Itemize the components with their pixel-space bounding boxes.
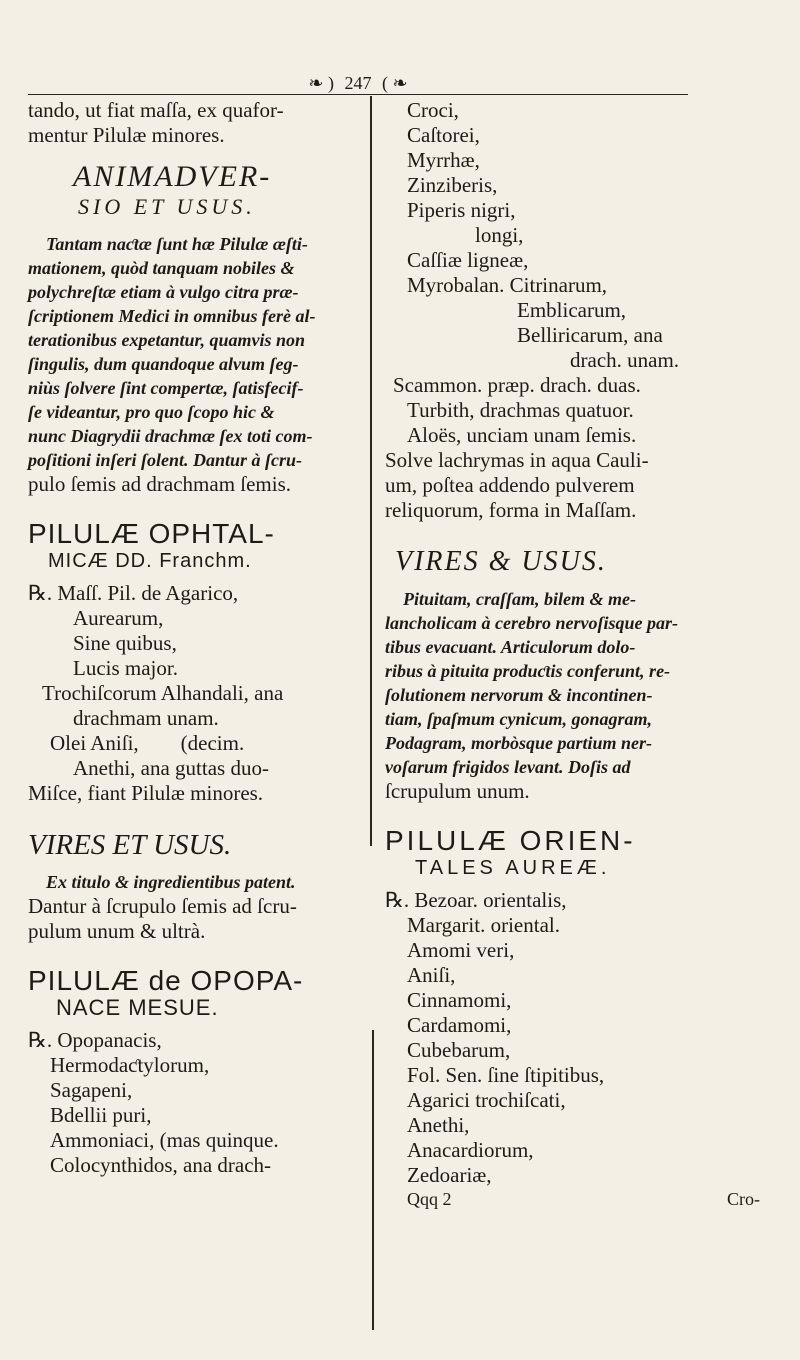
recipe-line: Fol. Sen. ſine ſtipitibus,: [407, 1063, 605, 1087]
text-line: terationibus expetantur, quamvis non: [28, 330, 306, 350]
recipe-line: ℞. Bezoar. orientalis,: [385, 888, 567, 912]
recipe-line: Cinnamomi,: [407, 988, 512, 1012]
catchword: Cro-: [727, 1189, 760, 1209]
recipe-line: Anethi,: [407, 1113, 470, 1137]
recipe-line: Emblicarum,: [517, 298, 627, 322]
section-heading: VIRES ET USUS.: [28, 829, 232, 861]
section-subheading: NACE MESUE.: [56, 995, 219, 1020]
text-line: ribus à pituita produƈtis conferunt, re-: [385, 661, 671, 681]
section-subheading: SIO ET USUS.: [78, 194, 256, 219]
text-line: reliquorum, forma in Maſſam.: [385, 498, 637, 522]
recipe-line: Cubebarum,: [407, 1038, 511, 1062]
recipe-line: Anacardiorum,: [407, 1138, 534, 1162]
recipe-line: longi,: [475, 223, 524, 247]
text-line: voſarum frigidos levant. Doſis ad: [385, 757, 631, 777]
recipe-line: Ammoniaci, (mas quinque.: [50, 1128, 279, 1152]
text-line: ſingulis, dum quandoque alvum ſeg-: [28, 354, 299, 374]
text-line: tando, ut fiat maſſa, ex quafor-: [28, 98, 284, 122]
text-line: um, poſtea addendo pulverem: [385, 473, 635, 497]
recipe-line: drach. unam.: [570, 348, 680, 372]
text-line: Solve lachrymas in aqua Cauli-: [385, 448, 649, 472]
section-heading: PILULÆ ORIEN-: [385, 825, 636, 856]
recipe-line: Olei Aniſi, (decim.: [50, 731, 245, 755]
recipe-line: Bdellii puri,: [50, 1103, 152, 1127]
recipe-line: Croci,: [407, 98, 459, 122]
text-line: mationem, quòd tanquam nobiles &: [28, 258, 295, 278]
text-line: poſitioni inſeri ſolent. Dantur à ſcru-: [28, 450, 303, 470]
ornament-right: ( ❧: [382, 73, 408, 93]
text-line: Pituitam, craſſam, bilem & me-: [403, 589, 636, 609]
text-line: Ex titulo & ingredientibus patent.: [46, 872, 296, 892]
recipe-line: Hermodaƈtylorum,: [50, 1053, 210, 1077]
text-line: Podagram, morbòsque partium ner-: [385, 733, 653, 753]
recipe-line: Piperis nigri,: [407, 198, 516, 222]
recipe-line: Amomi veri,: [407, 938, 515, 962]
text-line: ſcriptionem Medici in omnibus ferè al-: [28, 306, 316, 326]
recipe-line: Aloës, unciam unam ſemis.: [407, 423, 637, 447]
column-rule: [370, 96, 372, 846]
text-line: polychreſtæ etiam à vulgo citra præ-: [28, 282, 299, 302]
text-line: pulo ſemis ad drachmam ſemis.: [28, 472, 292, 496]
signature-mark: Qqq 2: [407, 1189, 452, 1209]
section-heading: PILULÆ de OPOPA-: [28, 965, 304, 996]
recipe-line: Aniſi,: [407, 963, 456, 987]
recipe-line: Miſce, fiant Pilulæ minores.: [28, 781, 264, 805]
text-line: tiam, ſpaſmum cynicum, gonagram,: [385, 709, 653, 729]
text-line: nunc Diagrydii drachmæ ſex toti com-: [28, 426, 313, 446]
section-subheading: MICÆ DD. Franchm.: [48, 550, 252, 572]
text-line: tibus evacuant. Articulorum dolo-: [385, 637, 636, 657]
recipe-line: Trochiſcorum Alhandali, ana: [42, 681, 284, 705]
text-line: pulum unum & ultrà.: [28, 919, 206, 943]
recipe-line: Zinziberis,: [407, 173, 498, 197]
section-heading: VIRES & USUS.: [395, 546, 607, 577]
ornament-left: ❧ ): [308, 73, 334, 93]
right-column: [385, 98, 760, 1210]
text-line: ſe videantur, pro quo ſcopo hic &: [28, 402, 275, 422]
recipe-line: Sine quibus,: [73, 631, 177, 655]
recipe-line: Caſtorei,: [407, 123, 480, 147]
left-column: [28, 98, 363, 1178]
section-subheading: TALES AUREÆ.: [415, 857, 611, 879]
text-line: ſolutionem nervorum & incontinen-: [385, 685, 653, 705]
text-line: lancholicam à cerebro nervoſisque par-: [385, 613, 678, 633]
recipe-line: Zedoariæ,: [407, 1163, 492, 1187]
recipe-line: Scammon. præp. drach. duas.: [393, 373, 641, 397]
column-rule-lower: [372, 1030, 374, 1330]
text-line: niùs ſolvere ſint compertæ, ſatisfecif-: [28, 378, 304, 398]
recipe-line: Agarici trochiſcati,: [407, 1088, 566, 1112]
recipe-line: Anethi, ana guttas duo-: [73, 756, 269, 780]
section-heading: PILULÆ OPHTAL-: [28, 518, 275, 549]
text-line: Tantam naƈtæ ſunt hæ Pilulæ æſti-: [46, 234, 308, 254]
recipe-line: Turbith, drachmas quatuor.: [407, 398, 634, 422]
recipe-line: ℞. Opopanacis,: [28, 1028, 162, 1052]
recipe-line: ℞. Maſſ. Pil. de Agarico,: [28, 581, 239, 605]
text-line: Dantur à ſcrupulo ſemis ad ſcru-: [28, 894, 297, 918]
recipe-line: Myrobalan. Citrinarum,: [407, 273, 608, 297]
recipe-line: Belliricarum, ana: [517, 323, 663, 347]
recipe-line: Lucis major.: [73, 656, 178, 680]
recipe-line: Cardamomi,: [407, 1013, 512, 1037]
recipe-line: Caſſiæ ligneæ,: [407, 248, 529, 272]
running-header: [28, 72, 688, 95]
text-line: ſcrupulum unum.: [385, 779, 530, 803]
recipe-line: Margarit. oriental.: [407, 913, 560, 937]
recipe-line: Colocynthidos, ana drach-: [50, 1153, 272, 1177]
recipe-line: Aurearum,: [73, 606, 164, 630]
recipe-line: Myrrhæ,: [407, 148, 480, 172]
section-heading: ANIMADVER-: [73, 160, 272, 193]
page-footer: [385, 1188, 760, 1210]
recipe-line: Sagapeni,: [50, 1078, 133, 1102]
page-number: 247: [344, 73, 372, 93]
recipe-line: drachmam unam.: [73, 706, 219, 730]
text-line: mentur Pilulæ minores.: [28, 123, 225, 147]
